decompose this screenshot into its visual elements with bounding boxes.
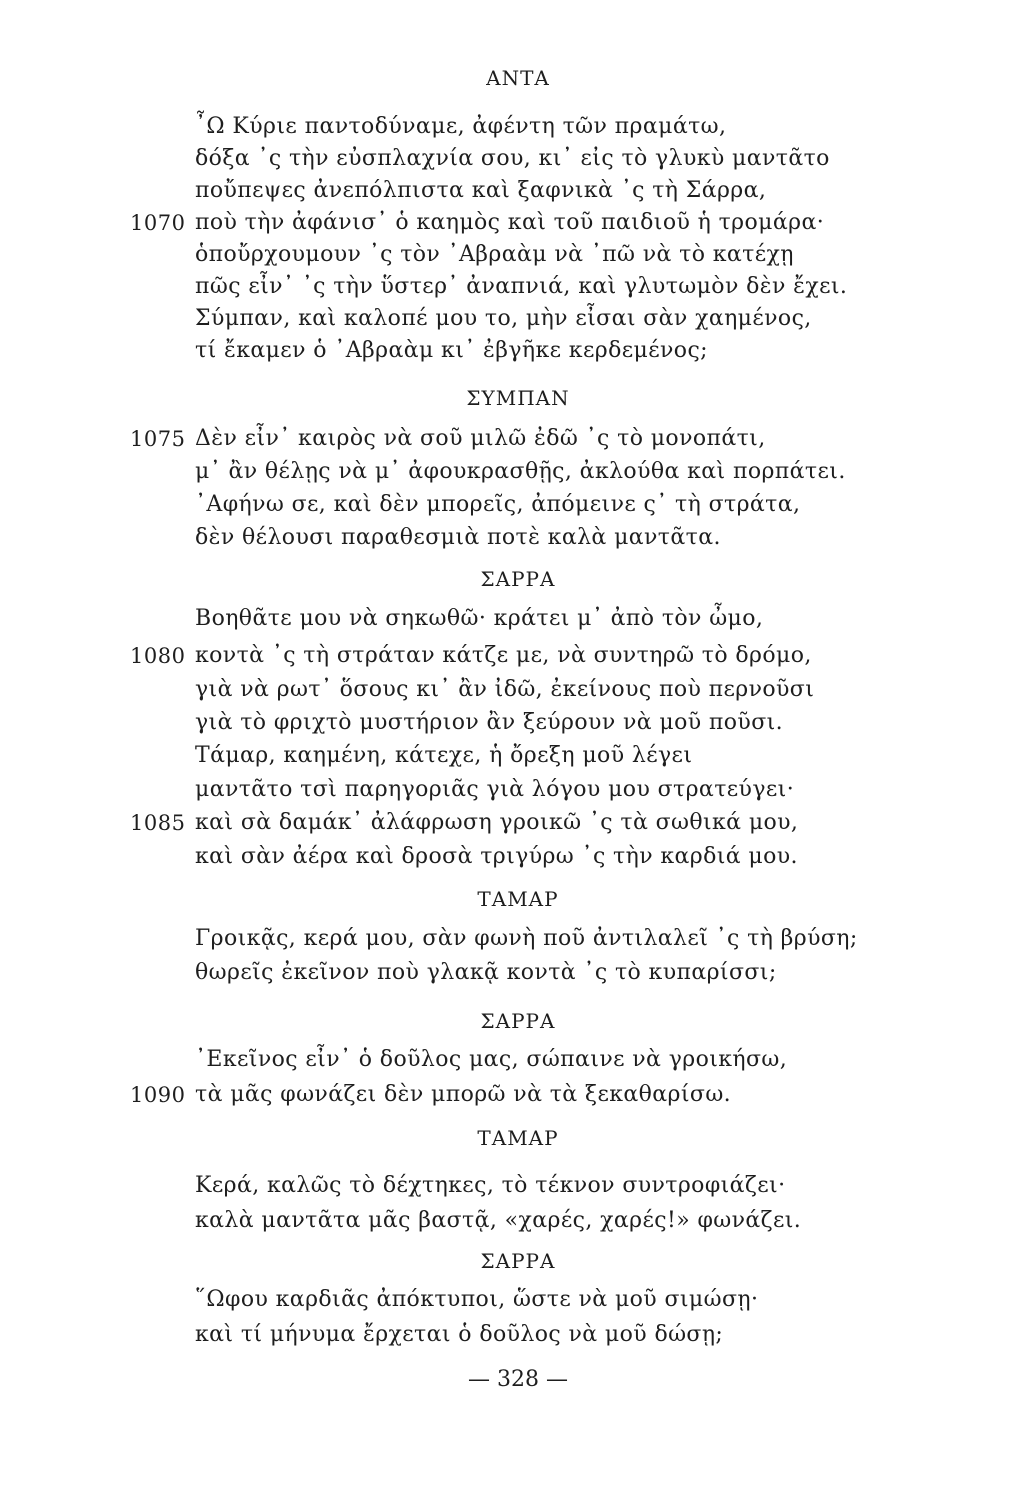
line-number: 1075: [130, 427, 186, 451]
verse-line: ῞Ωφου καρδιᾶς ἀπόκτυποι, ὥστε νὰ μοῦ σιμώσῃ·: [195, 1287, 759, 1312]
verse-line: καλὰ μαντᾶτα μᾶς βαστᾷ, «χαρές, χαρές!» φωνάζει.: [195, 1208, 802, 1233]
verse-line: δόξα ᾿ς τὴν εὐσπλαχνία σου, κι᾿ εἰς τὸ γλυκὺ μαντᾶτο: [195, 146, 830, 171]
verse-line: καὶ σὰ δαμάκ᾿ ἀλάφρωση γροικῶ ᾿ς τὰ σωθικά μου,: [195, 810, 799, 835]
verse-line: ὁποὔρχουμουν ᾿ς τὸν ᾿Αβραὰμ νὰ ᾿πῶ νὰ τὸ κατέχῃ: [195, 242, 794, 267]
line-number: 1090: [130, 1083, 186, 1107]
verse-line: γιὰ τὸ φριχτὸ μυστήριον ἂν ξεύρουν νὰ μοῦ ποῦσι.: [195, 710, 784, 735]
verse-line: ποὔπεψες ἀνεπόλπιστα καὶ ξαφνικὰ ᾿ς τὴ Σάρρα,: [195, 178, 767, 203]
line-number: 1080: [130, 644, 186, 668]
verse-line: Γροικᾷς, κερά μου, σὰν φωνὴ ποῦ ἀντιλαλεῖ ᾿ς τὴ βρύση;: [195, 926, 858, 951]
verse-line: κοντὰ ᾿ς τὴ στράταν κάτζε με, νὰ συντηρῶ τὸ δρόμο,: [195, 643, 812, 668]
verse-line: τί ἔκαμεν ὁ ᾿Αβραὰμ κι᾿ ἐβγῆκε κερδεμένος;: [195, 338, 708, 363]
verse-line: Δὲν εἶν᾿ καιρὸς νὰ σοῦ μιλῶ ἐδῶ ᾿ς τὸ μονοπάτι,: [195, 426, 766, 451]
speaker-heading: ΤΑΜΑΡ: [477, 1126, 559, 1150]
verse-line: μ᾿ ἂν θέλῃς νὰ μ᾿ ἀφουκρασθῇς, ἀκλούθα καὶ πορπάτει.: [195, 459, 846, 484]
verse-line: θωρεῖς ἐκεῖνον ποὺ γλακᾷ κοντὰ ᾿ς τὸ κυπαρίσσι;: [195, 960, 777, 985]
speaker-heading: ΣΥΜΠΑΝ: [466, 386, 570, 410]
verse-line: ποὺ τὴν ἀφάνισ᾿ ὁ καημὸς καὶ τοῦ παιδιοῦ ἡ τρομάρα·: [195, 210, 825, 235]
verse-line: Σύμπαν, καὶ καλοπέ μου το, μὴν εἶσαι σὰν χαημένος,: [195, 306, 812, 331]
speaker-heading: ΤΑΜΑΡ: [477, 887, 559, 911]
verse-line: μαντᾶτο τσὶ παρηγοριᾶς γιὰ λόγου μου στρατεύγει·: [195, 777, 795, 802]
page-number: — 328 —: [468, 1367, 568, 1392]
verse-line: γιὰ νὰ ρωτ᾿ ὅσους κι᾿ ἂν ἰδῶ, ἐκείνους ποὺ περνοῦσι: [195, 677, 815, 702]
line-number: 1085: [130, 811, 186, 835]
verse-line: τὰ μᾶς φωνάζει δὲν μπορῶ νὰ τὰ ξεκαθαρίσω.: [195, 1082, 732, 1107]
speaker-heading: ΑΝΤΑ: [486, 66, 550, 90]
verse-line: Βοηθᾶτε μου νὰ σηκωθῶ· κράτει μ᾿ ἀπὸ τὸν ὦμο,: [195, 606, 764, 631]
verse-line: δὲν θέλουσι παραθεσμιὰ ποτὲ καλὰ μαντᾶτα.: [195, 525, 721, 550]
line-number: 1070: [130, 211, 186, 235]
verse-line: καὶ σὰν ἀέρα καὶ δροσὰ τριγύρω ᾿ς τὴν καρδιά μου.: [195, 844, 798, 869]
verse-line: καὶ τί μήνυμα ἔρχεται ὁ δοῦλος νὰ μοῦ δώσῃ;: [195, 1322, 724, 1347]
verse-line: πῶς εἶν᾿ ᾿ς τὴν ὕστερ᾿ ἀναπνιά, καὶ γλυτωμὸν δὲν ἔχει.: [195, 274, 848, 299]
speaker-heading: ΣΑΡΡΑ: [480, 1009, 556, 1033]
verse-line: Τάμαρ, καημένη, κάτεχε, ἡ ὄρεξη μοῦ λέγει: [195, 743, 693, 768]
verse-line: Κερά, καλῶς τὸ δέχτηκες, τὸ τέκνον συντροφιάζει·: [195, 1173, 786, 1198]
verse-line: ᾿Αφήνω σε, καὶ δὲν μπορεῖς, ἀπόμεινε ς᾿ τὴ στράτα,: [195, 492, 801, 517]
verse-line: ᾿Εκεῖνος εἶν᾿ ὁ δοῦλος μας, σώπαινε νὰ γροικήσω,: [195, 1047, 788, 1072]
speaker-heading: ΣΑΡΡΑ: [480, 1249, 556, 1273]
verse-line: ῏Ω Κύριε παντοδύναμε, ἀφέντη τῶν πραμάτω,: [195, 114, 727, 139]
speaker-heading: ΣΑΡΡΑ: [480, 567, 556, 591]
